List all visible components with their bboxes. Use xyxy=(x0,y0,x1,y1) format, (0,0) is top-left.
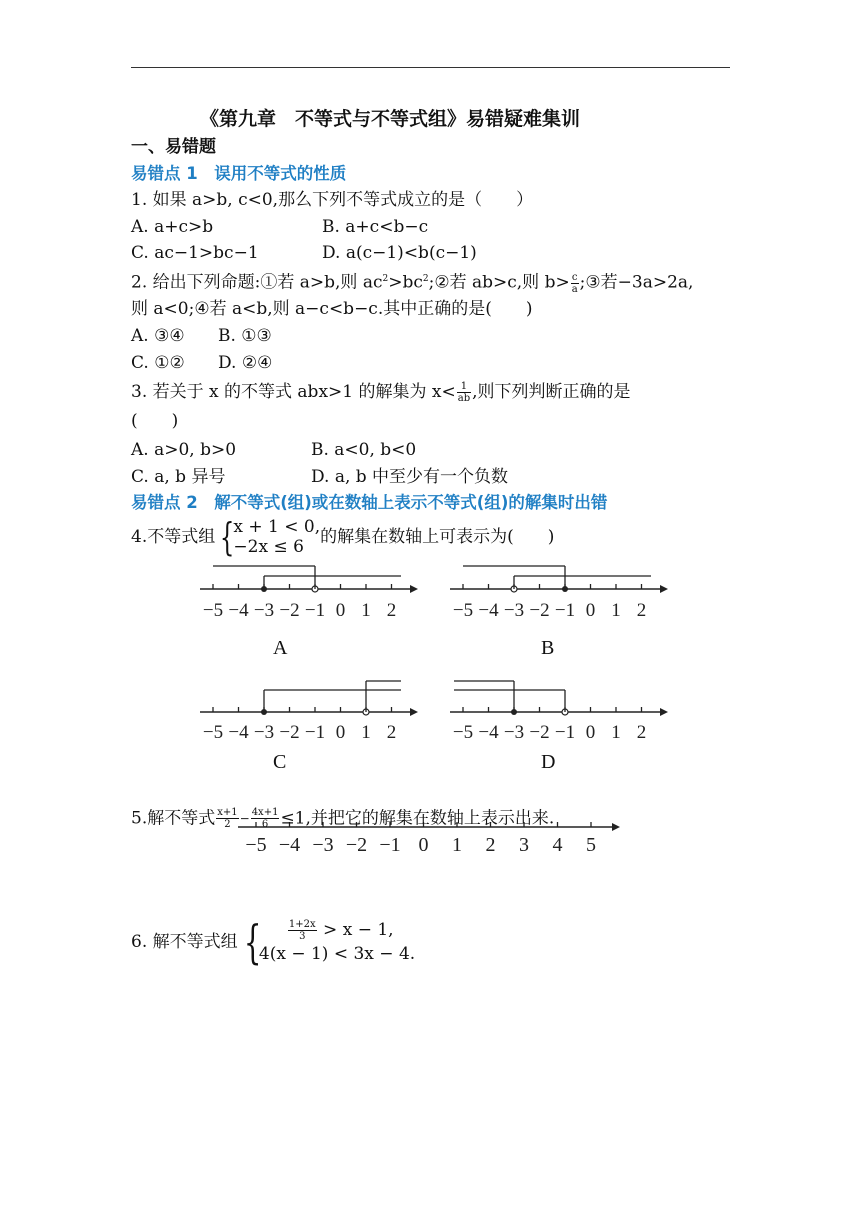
tick-label: 2 xyxy=(386,600,397,621)
q5-fraction-2 xyxy=(251,807,280,830)
tick-label: −4 xyxy=(478,722,499,743)
tick-label: 0 xyxy=(335,722,346,743)
tick-label: 3 xyxy=(519,834,529,856)
q6-fraction-num: 1+2x xyxy=(288,919,316,930)
tick-label: 1 xyxy=(611,600,621,621)
q6-prefix: 6. 解不等式组 xyxy=(131,932,238,952)
q2-option-c: C. ①② xyxy=(131,353,185,373)
q4-eq-2: −2x ≤ 6 xyxy=(233,537,304,557)
q6-fraction xyxy=(288,919,317,942)
axis-arrow xyxy=(612,823,620,831)
tick-label: −2 xyxy=(529,722,550,743)
question-1-stem: 1. 如果 a>b, c<0,那么下列不等式成立的是（ ） xyxy=(131,190,534,210)
option-d-number-line xyxy=(450,681,668,716)
q2-sup-1: 2 xyxy=(382,274,389,284)
tick-label: 0 xyxy=(418,834,429,856)
q2-fraction-num: c xyxy=(571,271,578,283)
q3-option-a: A. a>0, b>0 xyxy=(131,440,237,460)
q3-fraction-den: ab xyxy=(457,393,471,404)
q6-eq-2: 4(x − 1) < 3x − 4. xyxy=(258,944,416,964)
tick-label: −3 xyxy=(253,722,275,743)
tick-label: 5 xyxy=(586,834,596,856)
option-c-number-line xyxy=(200,681,418,716)
q6-eq-1-rest: > x − 1, xyxy=(317,920,394,940)
q2-option-b: B. ①③ xyxy=(218,326,272,346)
tick-label: 0 xyxy=(335,600,346,621)
error-point-1-heading: 易错点 1 误用不等式的性质 xyxy=(131,164,347,183)
page-title: 《第九章 不等式与不等式组》易错疑难集训 xyxy=(200,108,581,130)
q3-fraction-num: 1 xyxy=(457,381,471,393)
q5-minus: − xyxy=(239,811,250,826)
tick-label: −4 xyxy=(478,600,499,621)
error-point-2-heading: 易错点 2 解不等式(组)或在数轴上表示不等式(组)的解集时出错 xyxy=(131,493,608,512)
tick-label: −4 xyxy=(228,600,249,621)
option-a-label: A xyxy=(273,637,288,659)
q3-text-1: 3. 若关于 x 的不等式 abx>1 的解集为 x< xyxy=(131,382,456,402)
q4-prefix: 4.不等式组 xyxy=(131,527,216,547)
q5-fraction-1-den: 2 xyxy=(224,819,231,830)
tick-label: −5 xyxy=(202,600,224,621)
q5-fraction-1-num: x+1 xyxy=(217,807,238,818)
q2-sup-2: 2 xyxy=(422,274,429,284)
q3-option-b: B. a<0, b<0 xyxy=(311,440,417,460)
tick-label: −1 xyxy=(554,600,576,621)
option-c-label: C xyxy=(273,751,287,773)
axis-arrow xyxy=(660,708,668,716)
tick-label: −3 xyxy=(503,722,525,743)
q2-text-1: 2. 给出下列命题:①若 a>b,则 ac xyxy=(131,272,383,293)
option-a-number-line xyxy=(200,566,418,593)
q1-option-c: C. ac−1>bc−1 xyxy=(131,243,259,263)
q1-option-d: D. a(c−1)<b(c−1) xyxy=(322,243,477,263)
q2-text-4: ;③若−3a>2a, xyxy=(579,272,694,293)
tick-label: −1 xyxy=(554,722,576,743)
tick-label: −3 xyxy=(253,600,275,621)
tick-label: −4 xyxy=(278,834,301,856)
tick-label: −3 xyxy=(312,834,334,856)
tick-label: −3 xyxy=(503,600,525,621)
tick-label: 0 xyxy=(585,722,596,743)
tick-label: −5 xyxy=(452,722,474,743)
q4-brace: { xyxy=(220,515,235,559)
q2-text-3: ;②若 ab>c,则 b> xyxy=(428,272,570,293)
q5-fraction-1 xyxy=(216,807,238,830)
q6-brace: { xyxy=(243,915,262,969)
tick-label: 1 xyxy=(611,722,621,743)
tick-label: 2 xyxy=(386,722,397,743)
q1-option-b: B. a+c<b−c xyxy=(322,217,429,237)
question-5-stem xyxy=(131,807,554,830)
q3-option-c: C. a, b 异号 xyxy=(131,467,226,487)
tick-label: 1 xyxy=(452,834,462,856)
tick-label: −1 xyxy=(304,722,326,743)
question-2-line-2: 则 a<0;④若 a<b,则 a−c<b−c.其中正确的是( ) xyxy=(131,299,533,319)
tick-label: 4 xyxy=(552,834,563,856)
question-6-stem xyxy=(131,915,416,969)
tick-label: −5 xyxy=(245,834,267,856)
q2-option-d: D. ②④ xyxy=(218,353,273,373)
question-3-line-2: ( ) xyxy=(131,411,179,431)
q3-option-d: D. a, b 中至少有一个负数 xyxy=(311,467,509,487)
option-d-label: D xyxy=(541,751,556,773)
q5-prefix: 5.解不等式 xyxy=(131,808,216,829)
tick-label: 0 xyxy=(585,600,596,621)
tick-label: 2 xyxy=(636,722,647,743)
tick-label: 2 xyxy=(636,600,647,621)
tick-label: 1 xyxy=(361,722,371,743)
q2-option-a: A. ③④ xyxy=(131,326,185,346)
q5-fraction-2-den: 6 xyxy=(261,819,269,830)
q6-fraction-den: 3 xyxy=(299,931,306,942)
axis-arrow xyxy=(660,585,668,593)
axis-arrow xyxy=(410,708,418,716)
q4-suffix: 的解集在数轴上可表示为( ) xyxy=(320,527,555,547)
q5-fraction-2-num: 4x+1 xyxy=(251,807,279,818)
tick-label: −1 xyxy=(304,600,326,621)
tick-label: −1 xyxy=(379,834,401,856)
axis-arrow xyxy=(410,585,418,593)
q1-option-a: A. a+c>b xyxy=(131,217,214,237)
q3-text-2: ,则下列判断正确的是 xyxy=(472,382,631,402)
q6-system xyxy=(259,918,415,966)
tick-label: −4 xyxy=(228,722,249,743)
q6-eq-1 xyxy=(259,918,415,942)
q2-text-2: >bc xyxy=(388,272,423,293)
q2-fraction-den: a xyxy=(571,283,578,295)
tick-label: −5 xyxy=(452,600,474,621)
section-heading: 一、易错题 xyxy=(131,137,216,157)
q5-suffix: ≤1,并把它的解集在数轴上表示出来. xyxy=(280,808,555,829)
tick-label: 2 xyxy=(485,834,496,856)
option-b-label: B xyxy=(541,637,555,659)
tick-label: −5 xyxy=(202,722,224,743)
tick-label: −2 xyxy=(279,722,300,743)
q4-eq-1: x + 1 < 0, xyxy=(233,517,321,537)
tick-label: −2 xyxy=(529,600,550,621)
tick-label: 1 xyxy=(361,600,371,621)
tick-label: −2 xyxy=(279,600,300,621)
option-b-number-line xyxy=(450,566,668,593)
tick-label: −2 xyxy=(345,834,368,856)
